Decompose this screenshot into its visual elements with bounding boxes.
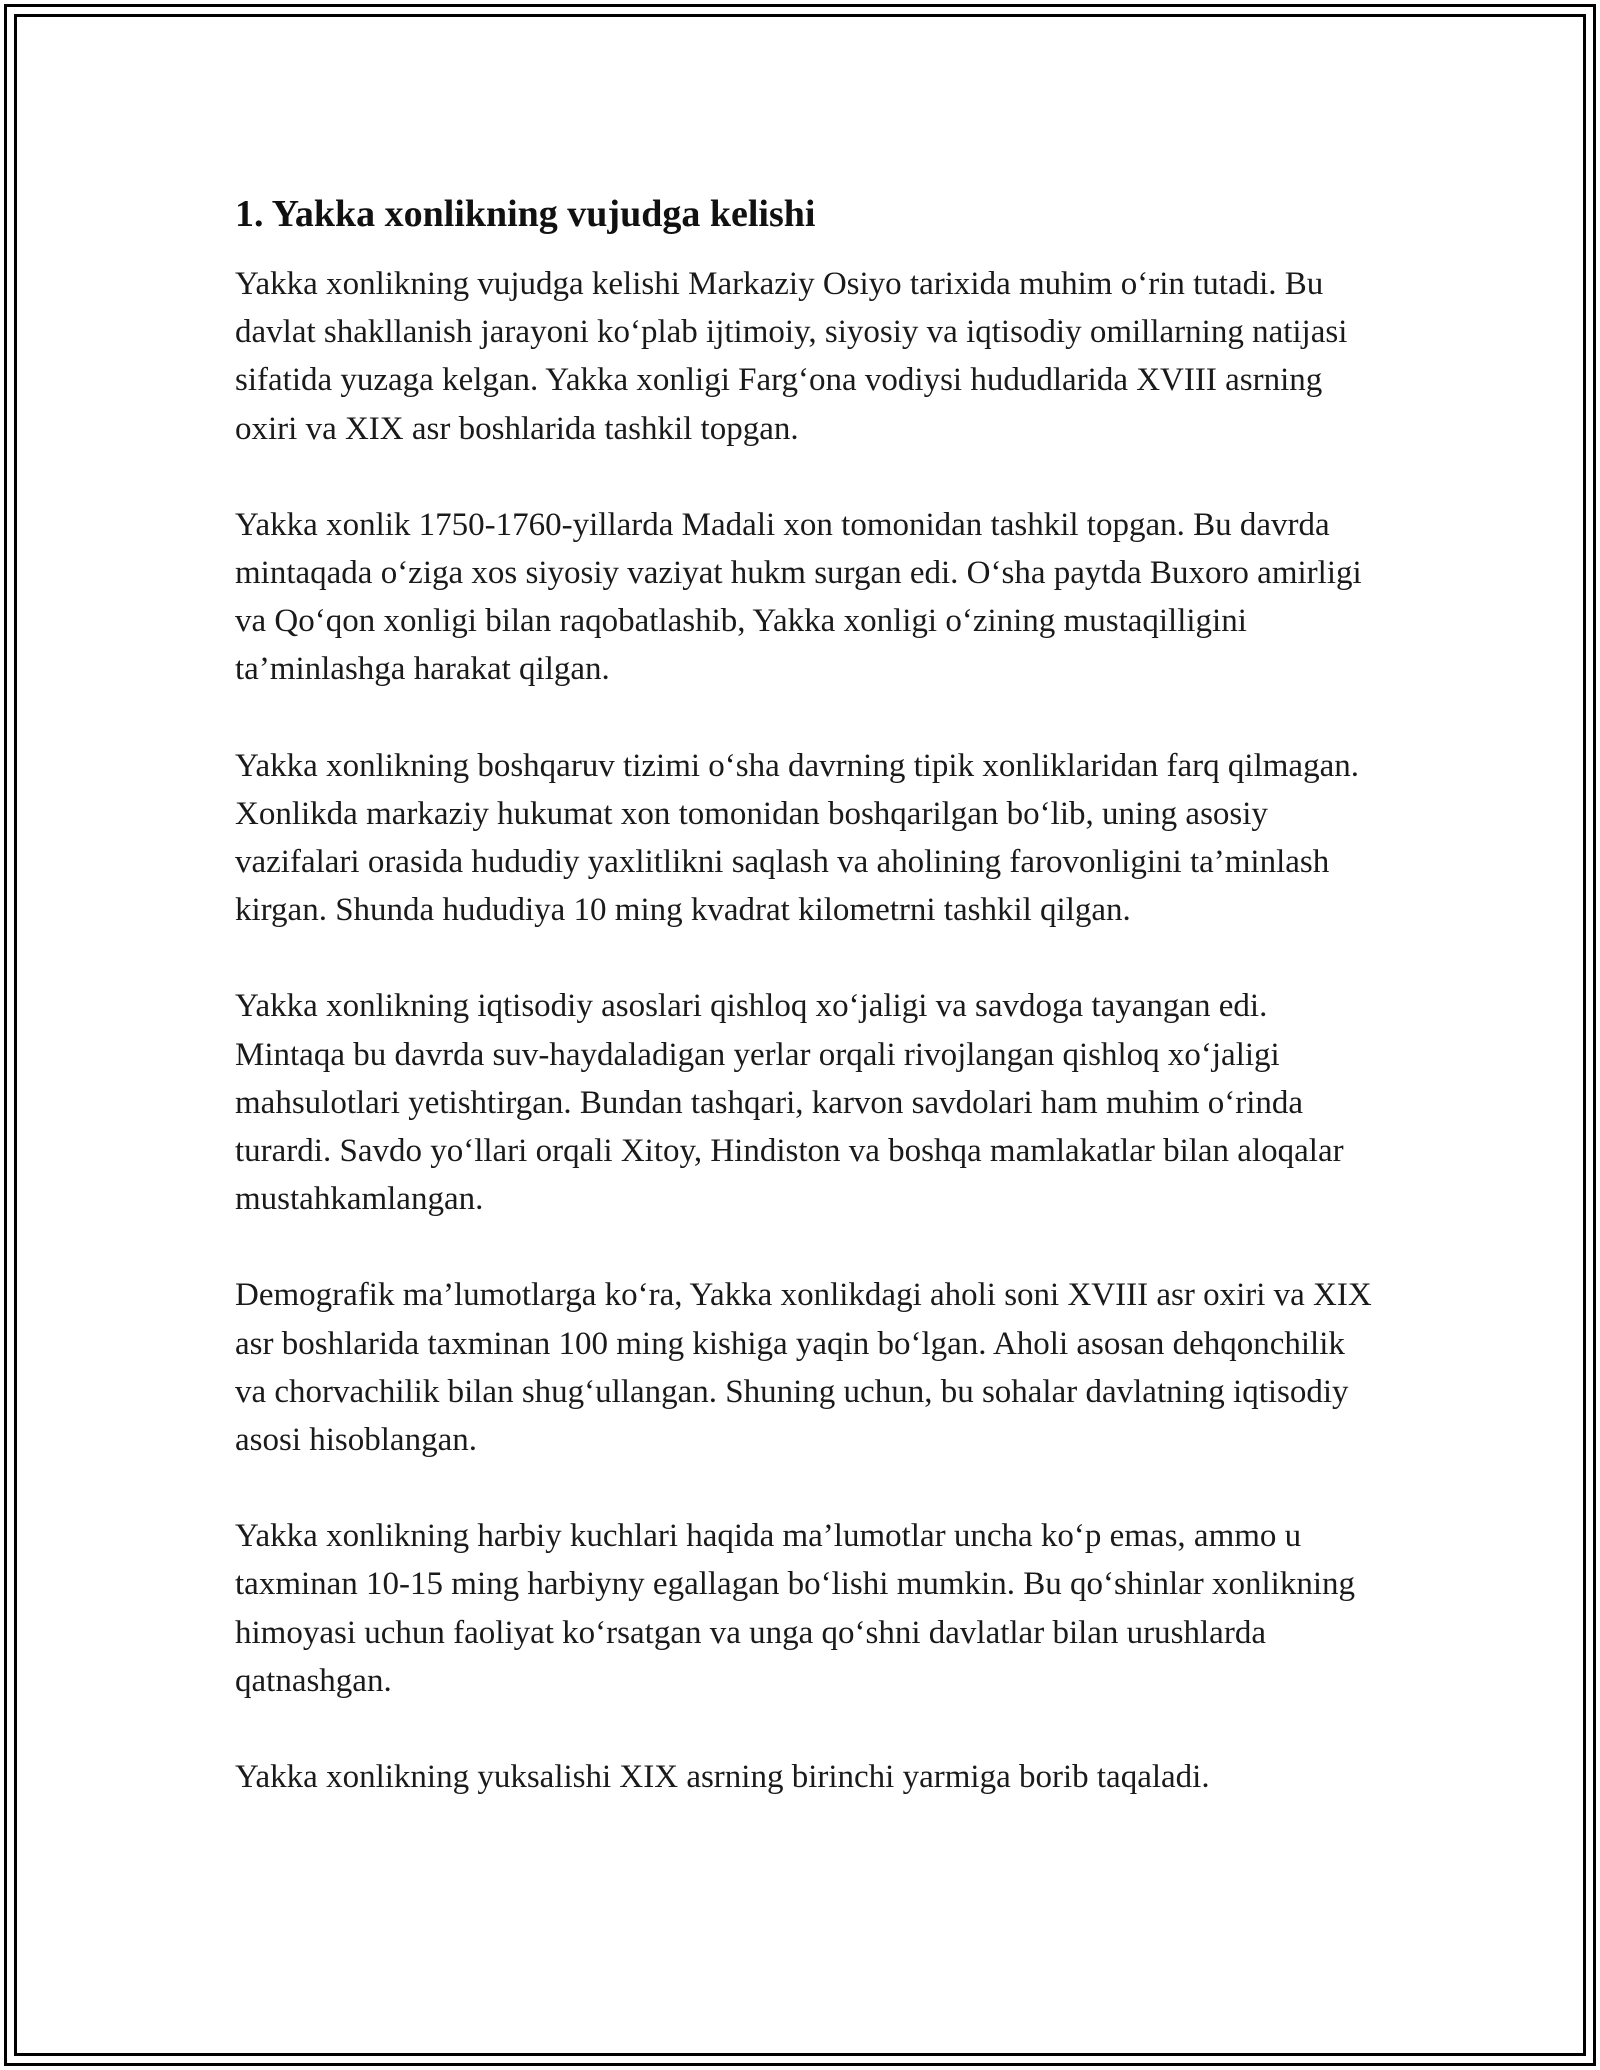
paragraph-military: Yakka xonlikning harbiy kuchlari haqida ma’lumotlar uncha ko‘p emas, ammo u taxminan 10-15 ming harbiyny egallagan bo‘lishi mumkin. Bu qo‘shinlar xonlikning himoyasi uchun faoliyat ko‘rsatgan va unga qo‘shni davlatlar bilan urushlarda qatnashgan. (235, 1518, 1356, 1699)
paragraph-founding: Yakka xonlik 1750-1760-yillarda Madali xon tomonidan tashkil topgan. Bu davrda mintaqada o‘ziga xos siyosiy vaziyat hukm surgan edi. O‘sha paytda Buxoro amirligi va Qo‘qon xonligi bilan raqobatlashib, Yakka xonligi o‘zining mustaqilligini ta’minlashga harakat qilgan. (235, 506, 1362, 688)
paragraph-origin: Yakka xonlikning vujudga kelishi Markaziy Osiyo tarixida muhim o‘rin tutadi. Bu davlat shakllanish jarayoni ko‘plab ijtimoiy, siyosiy va iqtisodiy omillarning natijasi sifatida yuzaga kelgan. Yakka xonligi Farg‘ona vodiysi hududlarida XVIII asrning oxiri va XIX asr boshlarida tashkil topgan. (235, 266, 1348, 447)
paragraph-governance: Yakka xonlikning boshqaruv tizimi o‘sha davrning tipik xonliklaridan farq qilmagan. Xonlikda markaziy hukumat xon tomonidan boshqarilgan bo‘lib, uning asosiy vazifalari orasida hududiy yaxlitlikni saqlash va aholining farovonligini ta’minlash kirgan. Shunda hududiya 10 ming kvadrat kilometrni tashkil qilgan. (235, 747, 1359, 929)
paragraph-demographics: Demografik ma’lumotlarga ko‘ra, Yakka xonlikdagi aholi soni XVIII asr oxiri va XIX asr boshlarida taxminan 100 ming kishiga yaqin bo‘lgan. Aholi asosan dehqonchilik va chorvachilik bilan shug‘ullangan. Shuning uchun, bu sohalar davlatning iqtisodiy asosi hisoblangan. (235, 1277, 1372, 1459)
paragraph-rise: Yakka xonlikning yuksalishi XIX asrning birinchi yarmiga borib taqaladi. (235, 1759, 1210, 1796)
paragraph-economy: Yakka xonlikning iqtisodiy asoslari qishloq xo‘jaligi va savdoga tayangan edi. Mintaqa bu davrda suv-haydaladigan yerlar orqali rivojlangan qishloq xo‘jaligi mahsulotlari yetishtirgan. Bundan tashqari, karvon savdolari ham muhim o‘rinda turardi. Savdo yo‘llari orqali Xitoy, Hindiston va boshqa mamlakatlar bilan aloqalar mustahkamlangan. (235, 988, 1344, 1218)
section-heading: 1. Yakka xonlikning vujudga kelishi (235, 193, 816, 235)
document-body (235, 186, 1375, 1849)
